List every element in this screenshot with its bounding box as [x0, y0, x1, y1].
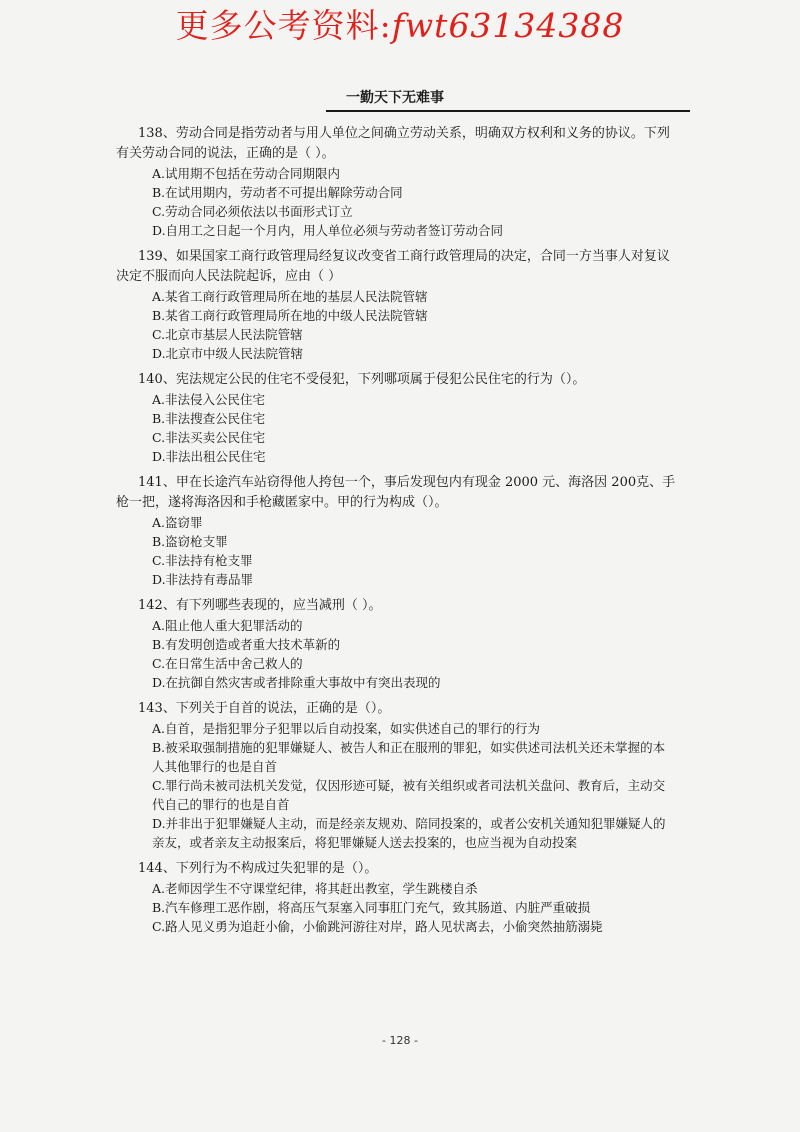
- option-d: D.非法出租公民住宅: [152, 449, 266, 464]
- option-b: B.非法搜查公民住宅: [152, 411, 266, 426]
- option-b: B.盗窃枪支罪: [152, 534, 228, 549]
- question-142: [116, 596, 676, 692]
- option-c: C.罪行尚未被司法机关发觉，仅因形迹可疑，被有关组织或者司法机关盘问、教育后，主动交代自己的罪行的也是自首: [152, 778, 666, 812]
- header-title: 一勤天下无难事: [346, 90, 444, 106]
- option-d: D.并非出于犯罪嫌疑人主动，而是经亲友规劝、陪同投案的，或者公安机关通知犯罪嫌疑人的亲友，或者亲友主动报案后，将犯罪嫌疑人送去投案的，也应当视为自动投案: [152, 816, 666, 850]
- option-a: A.老师因学生不守课堂纪律，将其赶出教室，学生跳楼自杀: [152, 881, 478, 896]
- question-stem: 141、甲在长途汽车站窃得他人挎包一个，事后发现包内有现金 2000 元、海洛因 200克、手枪一把，遂将海洛因和手枪藏匿家中。甲的行为构成（）。: [116, 475, 676, 510]
- option-a: A.某省工商行政管理局所在地的基层人民法院管辖: [152, 289, 428, 304]
- option-c: C.在日常生活中舍己救人的: [152, 656, 303, 671]
- option-d: D.北京市中级人民法院管辖: [152, 346, 304, 361]
- question-stem: 142、有下列哪些表现的，应当减刑（ ）。: [138, 598, 382, 613]
- question-143: [116, 699, 676, 852]
- question-list: [116, 124, 676, 943]
- option-b: B.在试用期内，劳动者不可提出解除劳动合同: [152, 185, 403, 200]
- option-a: A.试用期不包括在劳动合同期限内: [152, 166, 341, 181]
- option-c: C.路人见义勇为追赶小偷，小偷跳河游往对岸，路人见状离去，小偷突然抽筋溺毙: [152, 919, 603, 934]
- watermark-prefix: 更多公考资料:: [175, 6, 392, 45]
- question-138: [116, 124, 676, 240]
- option-c: C.劳动合同必须依法以书面形式订立: [152, 204, 353, 219]
- running-header: [318, 88, 690, 112]
- question-stem: 138、劳动合同是指劳动者与用人单位之间确立劳动关系，明确双方权利和义务的协议。下列有关劳动合同的说法，正确的是（ ）。: [116, 126, 670, 161]
- option-c: C.非法持有枪支罪: [152, 553, 253, 568]
- question-140: [116, 370, 676, 466]
- option-a: A.非法侵入公民住宅: [152, 392, 266, 407]
- option-d: D.非法持有毒品罪: [152, 572, 254, 587]
- question-144: [116, 859, 676, 936]
- option-b: B.汽车修理工恶作剧，将高压气泵塞入同事肛门充气，致其肠道、内脏严重破损: [152, 900, 591, 915]
- question-141: [116, 473, 676, 589]
- watermark: [0, 6, 800, 46]
- question-stem: 144、下列行为不构成过失犯罪的是（）。: [138, 861, 378, 876]
- option-b: B.某省工商行政管理局所在地的中级人民法院管辖: [152, 308, 428, 323]
- option-a: A.盗窃罪: [152, 515, 203, 530]
- question-stem: 139、如果国家工商行政管理局经复议改变省工商行政管理局的决定，合同一方当事人对复议决定不服而向人民法院起诉，应由（ ）: [116, 249, 670, 284]
- option-c: C.非法买卖公民住宅: [152, 430, 266, 445]
- option-d: D.在抗御自然灾害或者排除重大事故中有突出表现的: [152, 675, 441, 690]
- watermark-id: fwt63134388: [391, 6, 625, 45]
- option-a: A.阻止他人重大犯罪活动的: [152, 618, 303, 633]
- option-c: C.北京市基层人民法院管辖: [152, 327, 303, 342]
- question-stem: 143、下列关于自首的说法，正确的是（）。: [138, 701, 391, 716]
- option-a: A.自首，是指犯罪分子犯罪以后自动投案，如实供述自己的罪行的行为: [152, 721, 541, 736]
- question-139: [116, 247, 676, 363]
- header-rule: [326, 110, 690, 112]
- option-d: D.自用工之日起一个月内，用人单位必须与劳动者签订劳动合同: [152, 223, 504, 238]
- option-b: B.有发明创造或者重大技术革新的: [152, 637, 341, 652]
- option-b: B.被采取强制措施的犯罪嫌疑人、被告人和正在服刑的罪犯，如实供述司法机关还未掌握的本人其他罪行的也是自首: [152, 740, 666, 774]
- question-stem: 140、宪法规定公民的住宅不受侵犯，下列哪项属于侵犯公民住宅的行为（）。: [138, 372, 586, 387]
- page-number: - 128 -: [382, 1034, 418, 1047]
